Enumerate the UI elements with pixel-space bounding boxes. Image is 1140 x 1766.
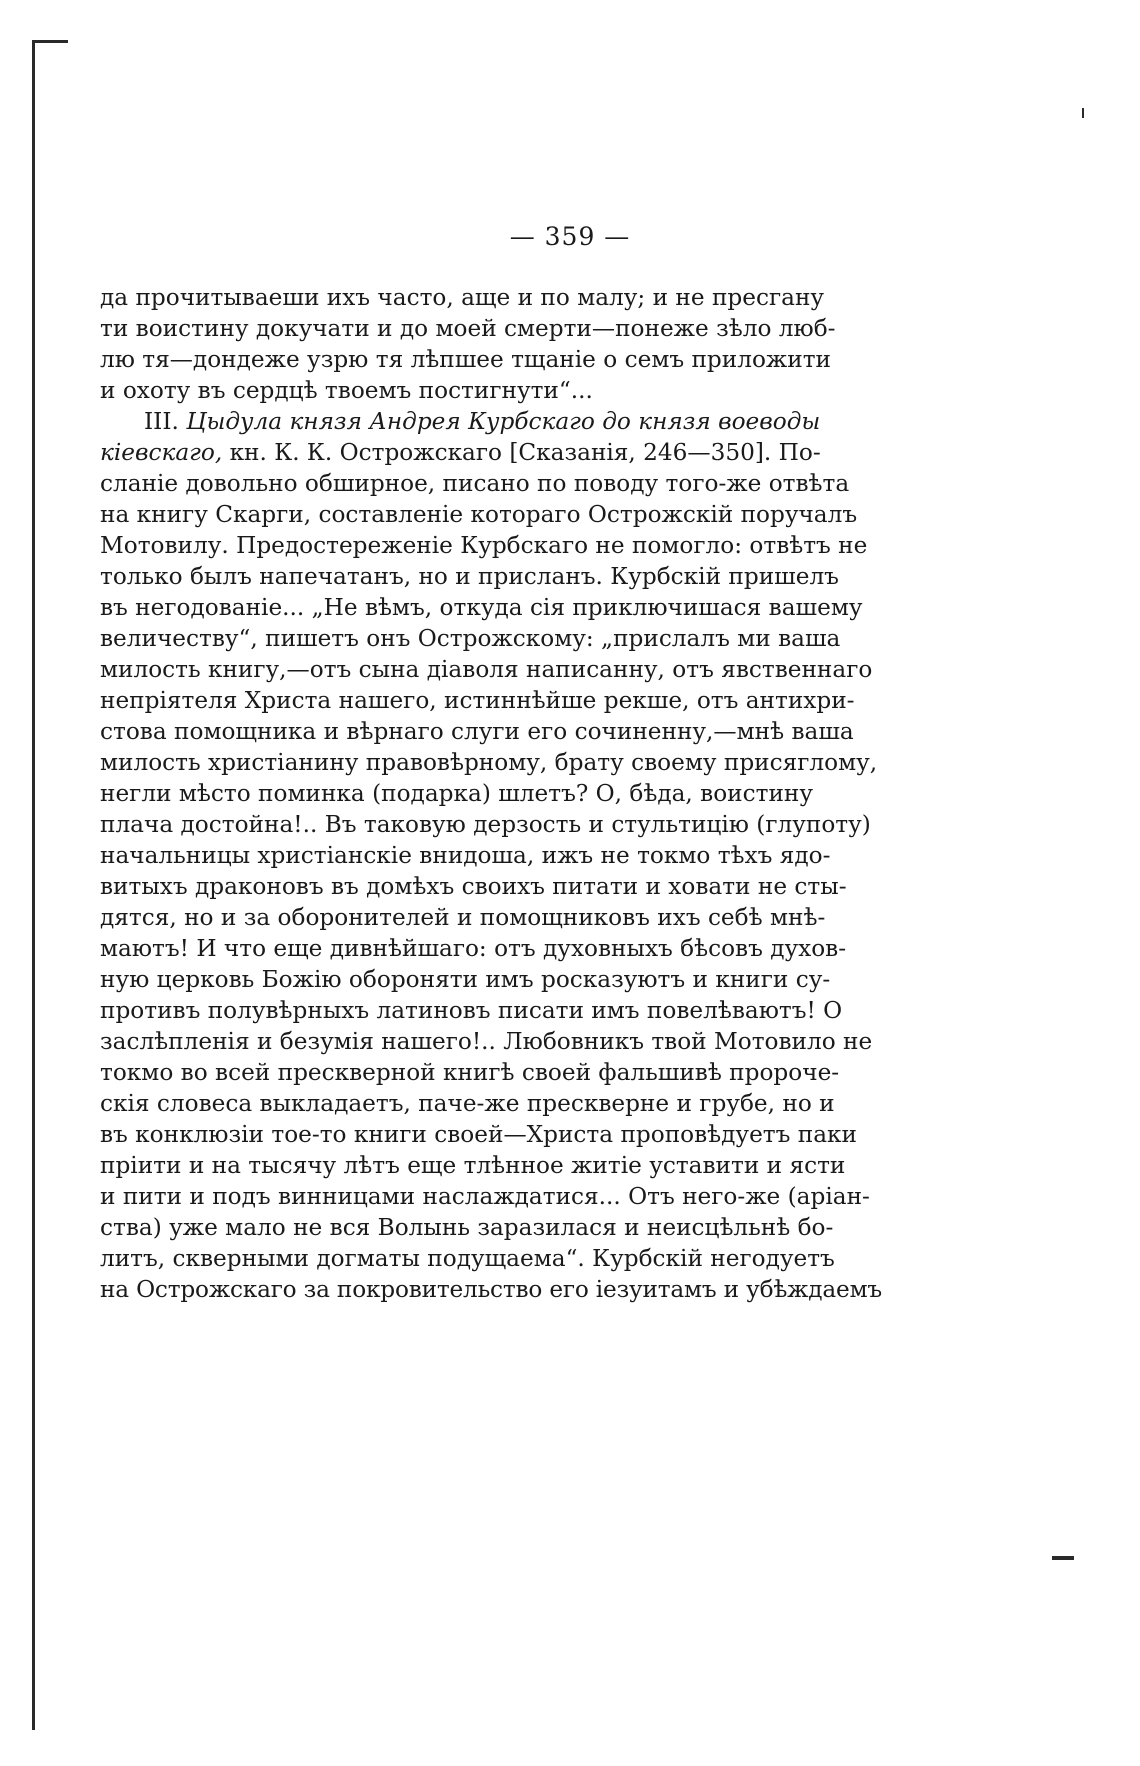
scan-edge-top [32,40,68,43]
text-line: въ конклюзіи тое-то книги своей—Христа проповѣдуетъ паки [100,1121,857,1148]
text-line: скія словеса выкладаетъ, паче-же прескверне и грубе, но и [100,1090,835,1117]
page-number: — 359 — [509,222,631,251]
text-line: негли мѣсто поминка (подарка) шлетъ? О, бѣда, воистину [100,780,813,807]
section-number: III. [144,408,187,435]
scan-mark [1082,108,1084,118]
text-line: стова помощника и вѣрнаго слуги его сочиненну,—мнѣ ваша [100,718,854,745]
text-line: токмо во всей прескверной книгѣ своей фальшивѣ пророче- [100,1059,840,1086]
text-line: литъ, скверными догматы подущаема“. Курбскій негодуетъ [100,1245,835,1272]
text-line: лю тя—дондеже узрю тя лѣпшее тщаніе о семъ приложити [100,346,831,373]
text-line: да прочитываеши ихъ часто, аще и по малу; и не пресгану [100,284,825,311]
section-title: Цыдула князя Андрея Курбскаго до князя воеводы [186,408,821,435]
text-line: Мотовилу. Предостереженіе Курбскаго не помогло: отвѣтъ не [100,532,868,559]
text-line: витыхъ драконовъ въ домѣхъ своихъ питати и ховати не сты- [100,873,847,900]
text-line: ти воистину докучати и до моей смерти—понеже зѣло люб- [100,315,836,342]
text-line: дятся, но и за оборонителей и помощниковъ ихъ себѣ мнѣ- [100,904,826,931]
scan-edge-left [32,40,35,1730]
text-line: ства) уже мало не вся Волынь заразилася и неисцѣльнѣ бо- [100,1214,834,1241]
text-line: заслѣпленія и безумія нашего!.. Любовникъ твой Мотовило не [100,1028,873,1055]
text-line [100,437,882,468]
text-line: милость книгу,—отъ сына діаволя написанну, отъ явственнаго [100,656,873,683]
text-line: въ негодованіе... „Не вѣмъ, откуда сія приключишася вашему [100,594,863,621]
text-line: величеству“, пишетъ онъ Острожскому: „прислалъ ми ваша [100,625,841,652]
text-line: на книгу Скарги, составленіе котораго Острожскій поручалъ [100,501,858,528]
text-line: ную церковь Божію обороняти имъ росказуютъ и книги су- [100,966,831,993]
text-line: маютъ! И что еще дивнѣйшаго: отъ духовныхъ бѣсовъ духов- [100,935,847,962]
text-line: непріятеля Христа нашего, истиннѣйше рекше, отъ антихри- [100,687,855,714]
line-text: кн. К. К. Острожскаго [Сказанія, 246—350]. По- [229,439,821,466]
text-line: и охоту въ сердцѣ твоемъ постигнути“... [100,377,593,404]
text-line: только былъ напечатанъ, но и присланъ. Курбскій пришелъ [100,563,839,590]
text-line: противъ полувѣрныхъ латиновъ писати имъ повелѣваютъ! О [100,997,843,1024]
text-line: плача достойна!.. Въ таковую дерзость и стультицію (глупоту) [100,811,871,838]
text-line: пріити и на тысячу лѣтъ еще тлѣнное житіе уставити и ясти [100,1152,846,1179]
text-line: начальницы христіанскіе внидоша, ижъ не токмо тѣхъ ядо- [100,842,831,869]
text-line: и пити и подъ винницами наслаждатися... Отъ него-же (аріан- [100,1183,870,1210]
section-title: кіевскаго, [100,439,230,466]
text-line: милость христіанину правовѣрному, брату своему присяглому, [100,749,878,776]
text-line: на Острожскаго за покровительство его іезуитамъ и убѣждаемъ [100,1276,883,1303]
body-text [100,282,882,1305]
scan-mark [1052,1556,1074,1560]
text-line [100,406,882,437]
text-line: сланіе довольно обширное, писано по поводу того-же отвѣта [100,470,850,497]
